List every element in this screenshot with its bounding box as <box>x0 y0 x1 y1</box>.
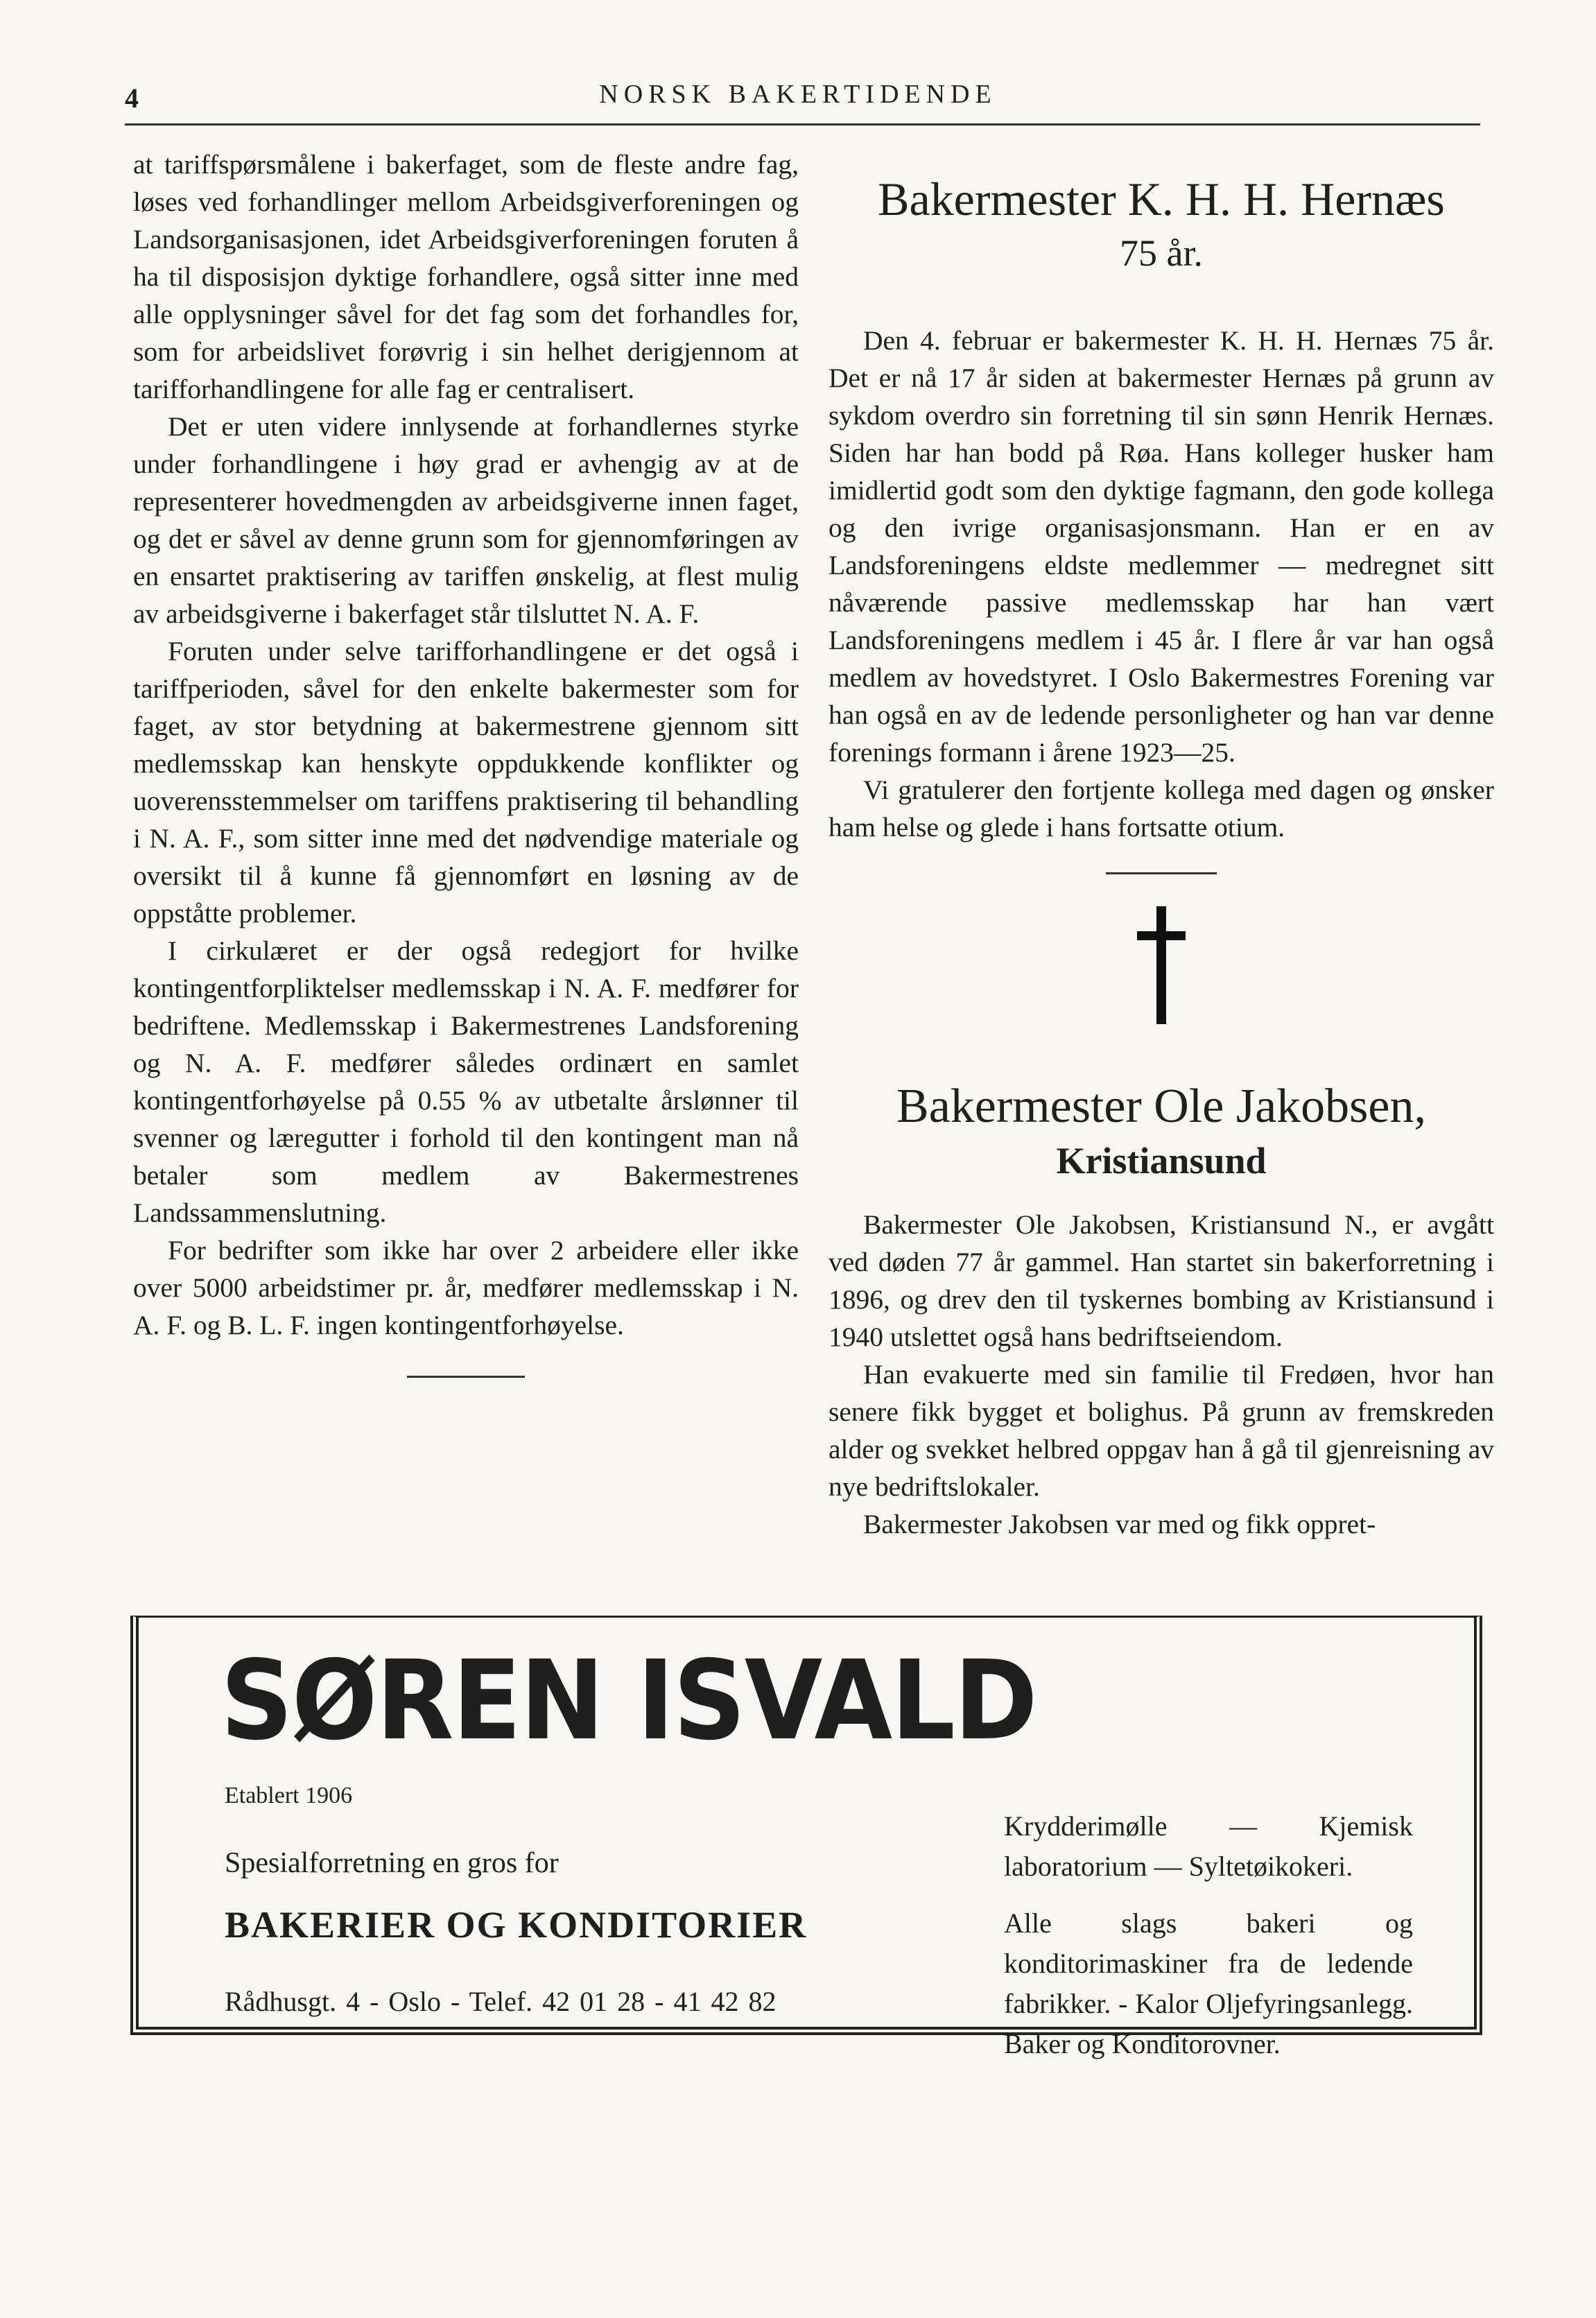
section-divider <box>1106 872 1217 874</box>
jakobsen-paragraph-2: Han evakuerte med sin familie til Fredøen, hvor han senere fikk bygget et bolighus. På grunn av fremskreden alder og svekket helbred oppgav han å gå til gjenreisning av nye bedriftslokaler. <box>829 1359 1494 1502</box>
hernaes-article-title: Bakermester K. H. H. Hernæs <box>878 173 1445 225</box>
left-paragraph-4: I cirkulæret er der også redegjort for hvilke kontingentforpliktelser medlemsskap i N. A. F. medfører for bedriftene. Medlemsskap i Bakermestrenes Landsforening og N. A. F. medfører således ordinært en samlet kontingentforhøyelse på 0.55 % av utbetalte årslønner til svenner og læregutter i forhold til den kontingent man nå betaler som medlem av Bakermestrenes Landssammenslutning. <box>133 935 799 1228</box>
left-column <box>133 146 799 1378</box>
jakobsen-paragraph-1: Bakermester Ole Jakobsen, Kristiansund N., er avgått ved døden 77 år gammel. Han startet sin bakerforretning i 1896, og drev den til tyskernes bombing av Kristiansund i 1940 utslettet også hans bedriftseiendom. <box>829 1209 1494 1352</box>
header-rule <box>125 123 1480 126</box>
hernaes-paragraph-2: Vi gratulerer den fortjente kollega med dagen og ønsker ham helse og glede i hans fortsatte otium. <box>829 775 1494 842</box>
advertiser-established: Etablert 1906 <box>225 1783 353 1808</box>
left-paragraph-2: Det er uten videre innlysende at forhandlernes styrke under forhandlingene i høy grad er avhengig av at de representerer hovedmengden av arbeidsgiverne innen faget, og det er såvel av denne grunn som for gjennomføringen av en ensartet praktisering av tariffen ønskelig, at flest mulig av arbeidsgiverne i bakerfaget står tilsluttet N. A. F. <box>133 411 799 629</box>
section-divider <box>407 1376 525 1378</box>
hernaes-paragraph-1: Den 4. februar er bakermester K. H. H. Hernæs 75 år. Det er nå 17 år siden at bakermester Hernæs på grunn av sykdom overdro sin forretning til sin sønn Henrik Hernæs. Siden har han bodd på Røa. Hans kolleger husker ham imidlertid godt som den dyktige fagmann, den gode kollega og den ivrige organisasjonsmann. Han er en av Landsforeningens eldste medlemmer — medregnet sitt nåværende passive medlemsskap har han vært Landsforeningens medlem i 45 år. I flere år var han også medlem av hovedstyret. I Oslo Bakermestres Forening var han også en av de ledende personligheter og han var denne forenings formann i årene 1923—25. <box>829 325 1494 768</box>
advertiser-address: Rådhusgt. 4 - Oslo - Telef. 42 01 28 - 41 42 82 <box>225 1986 777 2017</box>
hernaes-article-subtitle: 75 år. <box>1120 232 1203 274</box>
obituary-cross-icon <box>829 906 1494 1024</box>
jakobsen-article-title: Bakermester Ole Jakobsen, <box>896 1080 1426 1133</box>
left-paragraph-5: For bedrifter som ikke har over 2 arbeidere eller ikke over 5000 arbeidstimer pr. år, medfører medlemsskap i N. A. F. og B. L. F. ingen kontingentforhøyelse. <box>133 1235 799 1340</box>
advertiser-services-2: Alle slags bakeri og konditorimaskiner fra de ledende fabrikker. - Kalor Oljefyringsanlegg. Baker og Konditorovner. <box>1004 1908 1413 2059</box>
page-number: 4 <box>125 83 139 114</box>
advertiser-services-1: Krydderimølle — Kjemisk laboratorium — Syltetøikokeri. <box>1004 1810 1413 1882</box>
jakobsen-paragraph-3: Bakermester Jakobsen var med og fikk oppret- <box>863 1509 1376 1539</box>
left-paragraph-3: Foruten under selve tarifforhandlingene er det også i tariffperioden, såvel for den enkelte bakermester som for faget, av stor betydning at bakermestrene gjennom sitt medlemsskap kan henskyte oppdukkende konflikter og uoverensstemmelser om tariffens praktisering til behandling i N. A. F., som sitter inne med det nødvendige materiale og oversikt til å kunne få gjennomført en løsning av de oppståtte problemer. <box>133 636 799 928</box>
running-head: NORSK BAKERTIDENDE <box>599 80 997 109</box>
advertiser-name: SØREN ISVALD <box>220 1637 1036 1765</box>
advertiser-services <box>1004 1806 1413 2081</box>
advertiser-heading: BAKERIER OG KONDITORIER <box>225 1904 808 1946</box>
advertiser-specialty: Spesialforretning en gros for <box>225 1847 559 1879</box>
jakobsen-article-subtitle: Kristiansund <box>1056 1140 1267 1182</box>
left-paragraph-1: at tariffspørsmålene i bakerfaget, som de fleste andre fag, løses ved forhandlinger mellom Arbeidsgiverforeningen og Landsorganisasjonen, idet Arbeidsgiverforeningen foruten å ha til disposisjon dyktige forhandlere, også sitter inne med alle opplysninger såvel for det fag som det forhandles for, som for arbeidslivet forøvrig i sin helhet derigjennom at tarifforhandlingene for alle fag er centralisert. <box>133 149 799 404</box>
right-column <box>829 146 1494 1543</box>
advertisement-box <box>130 1616 1482 2059</box>
